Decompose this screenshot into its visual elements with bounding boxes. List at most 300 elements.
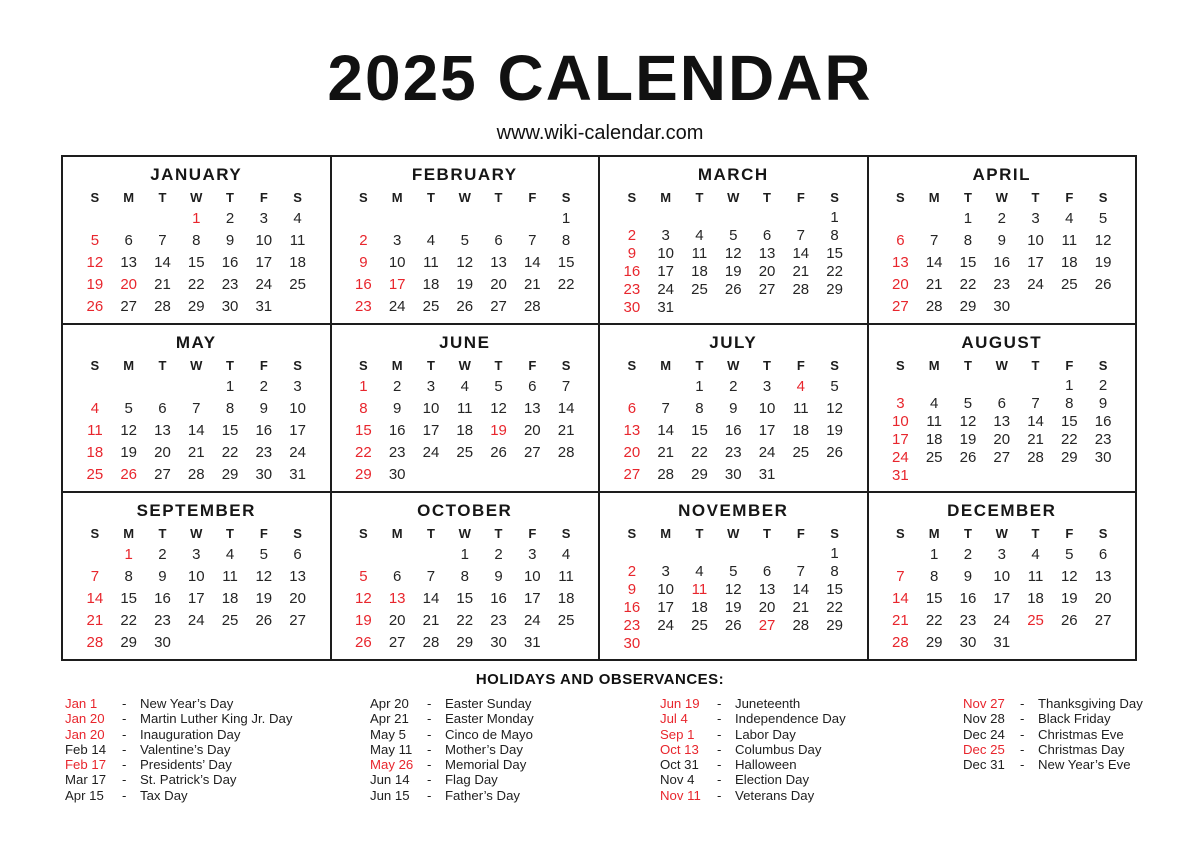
- weekday-label: S: [90, 526, 100, 541]
- day-cell: 22: [925, 611, 943, 629]
- holiday-date: Feb 14: [65, 741, 107, 757]
- day-cell: 8: [930, 568, 939, 586]
- day-cell: 9: [393, 400, 402, 418]
- weekday-label: T: [158, 190, 167, 205]
- weekday-header-row: [884, 189, 1121, 207]
- holiday-name: Martin Luther King Jr. Day: [140, 711, 293, 727]
- weekday-label: S: [561, 190, 571, 205]
- day-cell: 15: [826, 580, 843, 598]
- day-cell: 18: [1060, 253, 1078, 271]
- weekday-label: M: [660, 358, 672, 373]
- day-cell: 22: [826, 599, 843, 617]
- month-title: NOVEMBER: [678, 501, 789, 520]
- month-august: [868, 324, 1137, 492]
- weekday-label: W: [995, 526, 1008, 541]
- day-cell: 17: [523, 589, 541, 607]
- month-days: [615, 376, 852, 485]
- holiday-separator: -: [717, 726, 722, 742]
- day-cell: 27: [892, 297, 909, 315]
- day-cell: 9: [963, 568, 973, 586]
- weekday-label: T: [494, 190, 503, 205]
- weekday-label: S: [359, 190, 368, 205]
- holiday-separator: -: [122, 696, 127, 711]
- holiday-name: Presidents’ Day: [140, 757, 232, 773]
- weekday-label: S: [1098, 526, 1108, 541]
- day-cell: 29: [355, 465, 372, 483]
- holiday-separator: -: [427, 787, 432, 803]
- day-cell: 30: [623, 635, 641, 653]
- day-cell: 23: [154, 611, 171, 629]
- weekday-label: S: [830, 526, 839, 541]
- holiday-separator: -: [717, 696, 722, 711]
- day-cell: 13: [154, 421, 171, 439]
- day-cell: 2: [729, 378, 738, 396]
- day-cell: 26: [456, 297, 474, 315]
- holiday-name: New Year’s Day: [140, 696, 234, 711]
- day-cell: 19: [86, 275, 104, 293]
- day-cell: 28: [557, 443, 575, 461]
- day-cell: 30: [221, 297, 239, 315]
- month-title: MAY: [175, 333, 217, 352]
- day-cell: 2: [225, 210, 235, 228]
- day-cell: 24: [255, 275, 273, 293]
- holiday-name: Father’s Day: [445, 787, 521, 803]
- day-cell: 20: [523, 421, 541, 439]
- holiday-entry: [370, 757, 660, 772]
- day-cell: 16: [490, 589, 507, 607]
- day-cell: 12: [724, 244, 742, 262]
- weekday-label: M: [123, 526, 135, 541]
- holiday-entry: [65, 742, 370, 757]
- day-cell: 1: [695, 378, 704, 396]
- day-cell: 6: [762, 562, 772, 580]
- holiday-column: [370, 696, 660, 803]
- day-cell: 9: [494, 568, 503, 586]
- day-cell: 29: [456, 633, 474, 651]
- holiday-name: Juneteenth: [735, 696, 801, 711]
- day-cell: 23: [623, 617, 641, 635]
- day-cell: 8: [830, 226, 839, 244]
- day-cell: 6: [896, 232, 905, 250]
- holiday-entry: [660, 696, 963, 711]
- day-cell: 15: [355, 421, 372, 439]
- day-cell: 13: [523, 400, 541, 418]
- day-cell: 16: [993, 253, 1011, 271]
- day-cell: 26: [490, 443, 507, 461]
- day-cell: 14: [154, 253, 171, 271]
- day-cell: 3: [393, 232, 402, 250]
- day-cell: 17: [187, 589, 205, 607]
- holiday-date: Feb 17: [65, 757, 107, 773]
- page-header: [0, 0, 1200, 145]
- holiday-entry: [370, 772, 660, 787]
- day-cell: 8: [1065, 394, 1074, 412]
- day-cell: 25: [221, 611, 239, 629]
- holiday-entry: [660, 742, 963, 757]
- holiday-date: May 26: [370, 757, 414, 773]
- weekday-header-row: [78, 525, 315, 543]
- day-cell: 28: [925, 297, 943, 315]
- holiday-entry: [660, 711, 963, 726]
- month-days: [884, 544, 1121, 653]
- day-cell: 7: [528, 232, 537, 250]
- day-cell: 24: [657, 281, 675, 299]
- day-cell: 17: [758, 421, 776, 439]
- weekday-label: M: [660, 526, 672, 541]
- day-cell: 13: [758, 244, 776, 262]
- weekday-label: W: [995, 358, 1008, 373]
- day-cell: 1: [192, 210, 201, 228]
- holiday-name: Flag Day: [445, 772, 498, 788]
- day-cell: 8: [225, 400, 235, 418]
- holiday-entry: [963, 742, 1155, 757]
- day-cell: 6: [1098, 546, 1108, 564]
- day-cell: 16: [221, 253, 239, 271]
- holiday-name: Thanksgiving Day: [1038, 696, 1143, 711]
- day-cell: 4: [695, 226, 704, 244]
- day-cell: 25: [925, 449, 943, 467]
- holiday-separator: -: [122, 741, 127, 757]
- day-cell: 13: [289, 568, 306, 586]
- day-cell: 25: [792, 443, 810, 461]
- weekday-label: W: [458, 190, 471, 205]
- weekday-label: W: [190, 190, 203, 205]
- holiday-name: Labor Day: [735, 726, 796, 742]
- weekday-header-row: [615, 525, 852, 543]
- day-cell: 18: [691, 263, 708, 281]
- weekday-label: T: [763, 358, 771, 373]
- weekday-label: M: [928, 358, 940, 373]
- day-cell: 20: [154, 443, 171, 461]
- weekday-label: W: [727, 358, 740, 373]
- day-cell: 31: [657, 299, 675, 317]
- holiday-separator: -: [427, 757, 432, 773]
- day-cell: 14: [523, 253, 541, 271]
- day-cell: 27: [758, 617, 776, 635]
- day-cell: 7: [896, 568, 905, 586]
- day-cell: 16: [959, 589, 977, 607]
- holiday-name: Christmas Eve: [1038, 726, 1124, 742]
- day-cell: 6: [762, 226, 772, 244]
- holiday-separator: -: [717, 757, 722, 773]
- day-cell: 9: [259, 400, 268, 418]
- day-cell: 16: [255, 421, 273, 439]
- month-title: JUNE: [439, 333, 491, 352]
- day-cell: 2: [627, 226, 637, 244]
- month-july: [599, 324, 868, 492]
- day-cell: 23: [221, 275, 239, 293]
- day-cell: 30: [724, 465, 742, 483]
- day-cell: 8: [695, 400, 704, 418]
- holiday-date: May 11: [370, 741, 413, 757]
- day-cell: 20: [758, 599, 776, 617]
- holiday-date: Mar 17: [65, 772, 107, 788]
- day-cell: 19: [355, 611, 372, 629]
- day-cell: 30: [490, 633, 507, 651]
- day-cell: 2: [359, 232, 368, 250]
- holiday-entry: [660, 772, 963, 787]
- holiday-date: May 5: [370, 726, 406, 742]
- day-cell: 18: [691, 599, 708, 617]
- day-cell: 3: [259, 210, 268, 228]
- weekday-label: F: [1065, 358, 1074, 373]
- day-cell: 16: [388, 421, 406, 439]
- day-cell: 7: [796, 226, 805, 244]
- day-cell: 10: [289, 400, 306, 418]
- day-cell: 10: [422, 400, 440, 418]
- day-cell: 23: [1094, 431, 1112, 449]
- day-cell: 5: [729, 562, 738, 580]
- holiday-separator: -: [717, 787, 722, 803]
- month-days: [78, 376, 315, 485]
- month-days: [884, 376, 1121, 485]
- day-cell: 4: [293, 210, 302, 228]
- weekday-label: T: [226, 358, 234, 373]
- day-cell: 13: [1094, 568, 1112, 586]
- holiday-entry: [660, 727, 963, 742]
- day-cell: 7: [796, 562, 805, 580]
- day-cell: 15: [120, 589, 138, 607]
- day-cell: 3: [293, 378, 302, 396]
- day-cell: 25: [691, 617, 708, 635]
- day-cell: 29: [1060, 449, 1078, 467]
- weekday-label: S: [293, 190, 302, 205]
- weekday-label: T: [695, 526, 704, 541]
- weekday-label: T: [158, 526, 167, 541]
- day-cell: 30: [1094, 449, 1112, 467]
- day-cell: 7: [1031, 394, 1040, 412]
- day-cell: 1: [830, 544, 839, 562]
- holiday-separator: -: [717, 711, 722, 727]
- holiday-name: Independence Day: [735, 711, 846, 727]
- day-cell: 21: [187, 443, 205, 461]
- day-cell: 1: [225, 378, 235, 396]
- day-cell: 21: [925, 275, 943, 293]
- holiday-date: Jun 14: [370, 772, 410, 788]
- day-cell: 13: [623, 421, 641, 439]
- day-cell: 11: [691, 244, 708, 262]
- weekday-label: M: [928, 526, 940, 541]
- holiday-separator: -: [717, 741, 722, 757]
- holiday-entry: [65, 757, 370, 772]
- month-title: MARCH: [697, 165, 769, 184]
- weekday-label: T: [426, 358, 435, 373]
- holiday-date: Jan 20: [65, 711, 105, 727]
- day-cell: 5: [359, 568, 368, 586]
- weekday-label: T: [763, 190, 771, 205]
- day-cell: 23: [959, 611, 977, 629]
- month-november: [599, 492, 868, 660]
- weekday-header-row: [347, 189, 584, 207]
- holiday-name: Veterans Day: [735, 787, 815, 803]
- day-cell: 17: [388, 275, 406, 293]
- day-cell: 11: [87, 421, 103, 439]
- day-cell: 12: [1060, 568, 1078, 586]
- holiday-date: Jan 1: [65, 696, 98, 711]
- day-cell: 9: [158, 568, 167, 586]
- day-cell: 12: [1094, 232, 1112, 250]
- month-april: [868, 156, 1137, 324]
- day-cell: 17: [289, 421, 306, 439]
- day-cell: 28: [523, 297, 541, 315]
- holiday-entry: [963, 696, 1155, 711]
- holiday-entry: [65, 727, 370, 742]
- day-cell: 5: [830, 378, 839, 396]
- day-cell: 29: [120, 633, 138, 651]
- holiday-entry: [963, 711, 1155, 726]
- day-cell: 8: [124, 568, 133, 586]
- weekday-label: M: [391, 190, 403, 205]
- day-cell: 3: [192, 546, 201, 564]
- holiday-date: Nov 4: [660, 772, 695, 788]
- holiday-separator: -: [122, 726, 127, 742]
- day-cell: 24: [422, 443, 440, 461]
- month-title: SEPTEMBER: [136, 501, 256, 520]
- weekday-label: F: [796, 526, 805, 541]
- day-cell: 26: [959, 449, 977, 467]
- day-cell: 11: [289, 232, 306, 250]
- day-cell: 19: [255, 589, 273, 607]
- month-days: [347, 376, 584, 485]
- weekday-label: S: [627, 190, 637, 205]
- weekday-label: S: [627, 358, 637, 373]
- day-cell: 28: [187, 465, 205, 483]
- day-cell: 19: [1094, 253, 1112, 271]
- day-cell: 25: [1060, 275, 1078, 293]
- day-cell: 7: [561, 378, 571, 396]
- holiday-entry: [963, 757, 1155, 772]
- day-cell: 26: [120, 465, 138, 483]
- weekday-header-row: [78, 189, 315, 207]
- day-cell: 5: [729, 226, 738, 244]
- day-cell: 17: [422, 421, 440, 439]
- holiday-date: Nov 28: [963, 711, 1005, 727]
- day-cell: 9: [1098, 394, 1108, 412]
- day-cell: 15: [1060, 412, 1078, 430]
- day-cell: 30: [993, 297, 1011, 315]
- month-title: JULY: [709, 333, 758, 352]
- weekday-label: W: [727, 526, 740, 541]
- day-cell: 21: [892, 611, 909, 629]
- day-cell: 2: [627, 562, 637, 580]
- day-cell: 19: [826, 421, 843, 439]
- day-cell: 27: [758, 281, 776, 299]
- day-cell: 18: [86, 443, 104, 461]
- day-cell: 19: [724, 599, 742, 617]
- day-cell: 5: [124, 400, 133, 418]
- holiday-name: St. Patrick’s Day: [140, 772, 237, 788]
- day-cell: 4: [1031, 546, 1040, 564]
- day-cell: 17: [1027, 253, 1044, 271]
- day-cell: 4: [1065, 210, 1074, 228]
- day-cell: 28: [86, 633, 104, 651]
- day-cell: 25: [289, 275, 306, 293]
- holiday-column: [660, 696, 963, 803]
- day-cell: 6: [293, 546, 302, 564]
- day-cell: 19: [1060, 589, 1078, 607]
- day-cell: 13: [388, 589, 406, 607]
- holiday-name: Columbus Day: [735, 741, 822, 757]
- day-cell: 16: [154, 589, 171, 607]
- holiday-name: New Year’s Eve: [1038, 757, 1131, 773]
- day-cell: 28: [892, 633, 909, 651]
- day-cell: 13: [892, 253, 909, 271]
- day-cell: 24: [388, 297, 406, 315]
- month-days: [884, 208, 1121, 317]
- holiday-date: Nov 11: [660, 787, 701, 803]
- day-cell: 12: [724, 580, 742, 598]
- month-days: [615, 208, 852, 317]
- month-title: FEBRUARY: [411, 165, 518, 184]
- day-cell: 6: [627, 400, 637, 418]
- day-cell: 7: [158, 232, 167, 250]
- day-cell: 26: [255, 611, 273, 629]
- day-cell: 11: [423, 253, 439, 271]
- day-cell: 31: [523, 633, 541, 651]
- day-cell: 8: [460, 568, 469, 586]
- day-cell: 10: [388, 253, 406, 271]
- weekday-label: S: [359, 526, 368, 541]
- day-cell: 20: [1094, 589, 1112, 607]
- day-cell: 9: [627, 244, 637, 262]
- holidays-heading: HOLIDAYS AND OBSERVANCES:: [475, 671, 725, 688]
- day-cell: 22: [1060, 431, 1078, 449]
- day-cell: 1: [830, 208, 839, 226]
- holiday-separator: -: [122, 787, 127, 803]
- day-cell: 31: [289, 465, 306, 483]
- day-cell: 3: [1031, 210, 1040, 228]
- weekday-label: F: [259, 526, 268, 541]
- holiday-date: Dec 31: [963, 757, 1005, 773]
- day-cell: 26: [1094, 275, 1112, 293]
- weekday-label: F: [1065, 526, 1074, 541]
- day-cell: 11: [793, 400, 809, 418]
- weekday-label: F: [796, 358, 805, 373]
- weekday-label: M: [928, 190, 940, 205]
- day-cell: 16: [1094, 412, 1112, 430]
- holiday-name: Mother’s Day: [445, 741, 523, 757]
- day-cell: 17: [657, 599, 675, 617]
- day-cell: 22: [557, 275, 575, 293]
- weekday-label: T: [763, 526, 771, 541]
- holiday-separator: -: [1020, 726, 1025, 742]
- day-cell: 16: [355, 275, 372, 293]
- month-title: AUGUST: [961, 333, 1043, 352]
- weekday-label: T: [1031, 526, 1040, 541]
- holiday-date: Oct 13: [660, 741, 699, 757]
- weekday-label: S: [561, 358, 571, 373]
- day-cell: 24: [1027, 275, 1044, 293]
- day-cell: 29: [925, 633, 943, 651]
- day-cell: 12: [86, 253, 104, 271]
- day-cell: 15: [456, 589, 474, 607]
- month-days: [78, 208, 315, 317]
- day-cell: 27: [1094, 611, 1112, 629]
- weekday-label: S: [1098, 358, 1108, 373]
- day-cell: 11: [222, 568, 238, 586]
- day-cell: 27: [623, 465, 641, 483]
- day-cell: 12: [355, 589, 372, 607]
- day-cell: 13: [993, 412, 1011, 430]
- weekday-label: T: [963, 358, 972, 373]
- day-cell: 27: [120, 297, 138, 315]
- day-cell: 2: [393, 378, 402, 396]
- day-cell: 2: [997, 210, 1006, 228]
- day-cell: 3: [661, 226, 670, 244]
- day-cell: 19: [959, 431, 977, 449]
- day-cell: 28: [154, 297, 171, 315]
- weekday-header-row: [78, 357, 315, 375]
